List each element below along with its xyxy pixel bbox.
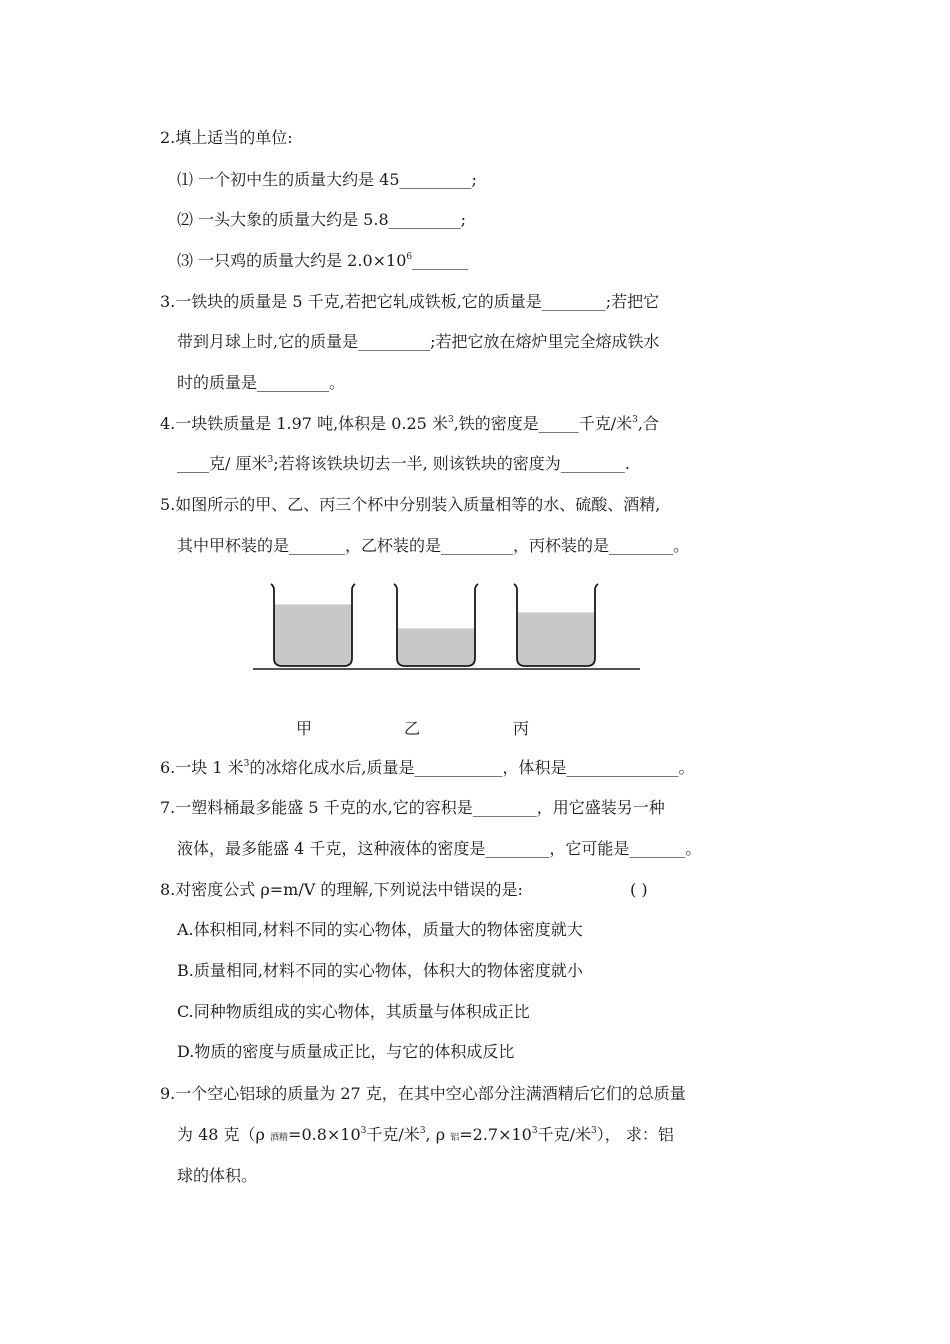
liquid-fill	[274, 604, 352, 666]
beaker-3	[514, 584, 598, 666]
q2-item-1: ⑴ 一个初中生的质量大约是 45_________;	[177, 170, 477, 189]
q7-line-2: 液体，最多能盛 4 千克，这种液体的密度是________，它可能是_______。	[177, 839, 702, 858]
q4-line-1: 4.一块铁质量是 1.97 吨,体积是 0.25 米$^3$,铁的密度是_____千克/米$^3$,合	[160, 414, 659, 433]
q8-option-c: C.同种物质组成的实心物体，其质量与体积成正比	[177, 1002, 530, 1021]
q8-option-d: D.物质的密度与质量成正比，与它的体积成反比	[177, 1042, 515, 1061]
liquid-fill	[397, 628, 475, 666]
q9-line-2: 为 48 克（ρ 酒精$=0.8\times 10^3$千克/米$^3$, ρ 铝$=2.7\times 10^3$千克/米$^3$）， 求：铝	[177, 1125, 674, 1144]
beaker-1	[271, 584, 355, 666]
beaker-label-bing: 丙	[513, 719, 530, 738]
q6-line: 6.一块 1 米$^3$的冰熔化成水后,质量是___________，体积是______________。	[160, 758, 695, 777]
q2-item-2: ⑵ 一头大象的质量大约是 5.8_________;	[177, 210, 467, 229]
q7-line-1: 7.一塑料桶最多能盛 5 千克的水,它的容积是________，用它盛装另一种	[160, 798, 665, 817]
beaker-label-jia: 甲	[296, 719, 313, 738]
q5-line-2: 其中甲杯装的是_______，乙杯装的是_________，丙杯装的是________。	[177, 536, 690, 555]
q3-line-1: 3.一铁块的质量是 5 千克,若把它轧成铁板,它的质量是________;若把它	[160, 292, 660, 311]
q9-line-3: 球的体积。	[177, 1166, 258, 1185]
q8-answer-paren: ( )	[630, 880, 648, 899]
beaker-label-yi: 乙	[404, 719, 421, 738]
beaker-2	[394, 584, 478, 666]
q5-line-1: 5.如图所示的甲、乙、丙三个杯中分别装入质量相等的水、硫酸、酒精,	[160, 495, 661, 514]
q4-line-2: ____克/ 厘米$^3$;若将该铁块切去一半, 则该铁块的密度为________.	[177, 454, 630, 473]
q8-option-a: A.体积相同,材料不同的实心物体，质量大的物体密度就大	[177, 920, 583, 939]
beaker-figure	[250, 580, 650, 680]
q3-line-3: 时的质量是_________。	[177, 373, 346, 392]
q3-line-2: 带到月球上时,它的质量是_________;若把它放在熔炉里完全熔成铁水	[177, 332, 660, 351]
q8-stem: 8.对密度公式 ρ=m/V 的理解,下列说法中错误的是:	[160, 880, 523, 899]
q2-item-3: ⑶ 一只鸡的质量大约是 $2.0\times 10^6\_\_\_\_\_\_\_$	[177, 251, 469, 270]
q8-option-b: B.质量相同,材料不同的实心物体，体积大的物体密度就小	[177, 961, 583, 980]
q2-heading: 2.填上适当的单位:	[160, 128, 293, 147]
liquid-fill	[517, 612, 595, 666]
q9-line-1: 9.一个空心铝球的质量为 27 克，在其中空心部分注满酒精后它们的总质量	[160, 1084, 686, 1103]
